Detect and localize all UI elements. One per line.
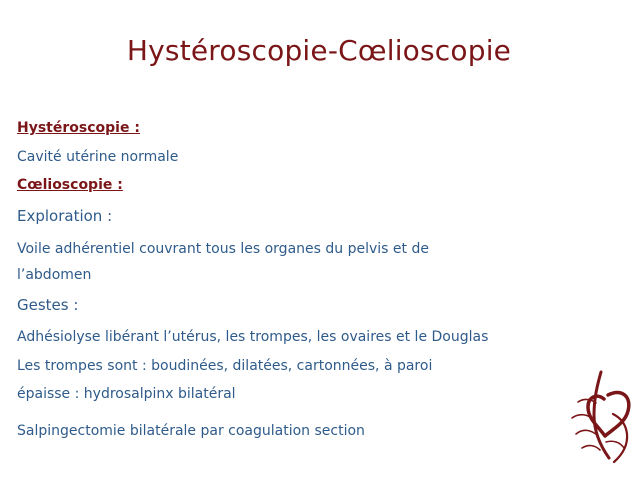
trompes-text-line-2: épaisse : hydrosalpinx bilatéral (17, 386, 236, 402)
exploration-text-line-2: l’abdomen (17, 267, 92, 283)
slide-title: Hystéroscopie-Cœlioscopie (126, 34, 512, 67)
hysteroscopie-result: Cavité utérine normale (17, 149, 179, 165)
decorative-heart-logo-icon (566, 368, 636, 476)
trompes-text-line-1: Les trompes sont : boudinées, dilatées, cartonnées, à paroi (17, 358, 433, 374)
hysteroscopie-heading: Hystéroscopie : (17, 120, 140, 136)
gestes-label: Gestes : (17, 296, 79, 314)
exploration-text-line-1: Voile adhérentiel couvrant tous les organes du pelvis et de (17, 241, 429, 257)
exploration-label: Exploration : (17, 207, 113, 225)
coelioscopie-heading: Cœlioscopie : (17, 177, 123, 193)
adhesiolyse-text: Adhésiolyse libérant l’utérus, les trompes, les ovaires et le Douglas (17, 329, 489, 345)
salpingectomie-text: Salpingectomie bilatérale par coagulation section (17, 423, 365, 439)
